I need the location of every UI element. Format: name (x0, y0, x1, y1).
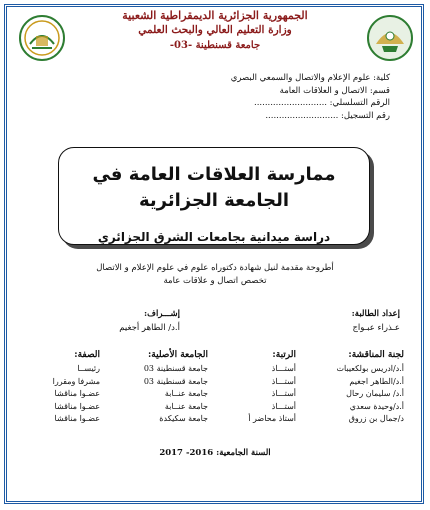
jury-member-name: د/جمال بن زروق (348, 414, 404, 423)
table-row (16, 388, 408, 401)
jury-member-role: مشرفا ومقررا (52, 376, 100, 386)
student-name: عـذراء عبـواج (352, 323, 400, 333)
table-row (16, 401, 408, 414)
jury-member-rank: أستـــاذ (271, 364, 296, 373)
jury-header-row (16, 350, 408, 363)
university-name: جامعة قسنطينة -03- (169, 40, 261, 51)
jury-member-rank: أستـــاذ (271, 376, 296, 386)
institution-header (70, 8, 360, 53)
jury-member-rank: أستاذ محاضر أ (248, 414, 296, 423)
university-logo-right (366, 14, 414, 62)
jury-header-university: الجامعة الأصلية: (147, 350, 208, 360)
jury-member-university: جامعة عنــابة (164, 401, 208, 411)
jury-member-university: جامعة سكيكدة (159, 414, 208, 423)
degree-line: أطروحة مقدمة لنيل شهادة دكتوراه علوم في علوم الإعلام و الاتصال (96, 263, 334, 273)
supervisor-block (60, 308, 180, 335)
jury-member-name: أ.د/الطاهر اجغيم (349, 376, 404, 386)
jury-member-university: جامعة قسنطينة 03 (143, 376, 208, 386)
jury-member-role: عضـوا مناقشا (54, 401, 100, 411)
thesis-title-box (58, 147, 370, 245)
department-line: قسم: الاتصال و العلاقات العامة (279, 85, 390, 96)
registration-number-dots: ........................... (265, 110, 339, 121)
jury-header-role: الصفة: (74, 350, 100, 360)
supervisor-name: أ.د/ الطاهر أجغيم (119, 323, 180, 333)
faculty-info (30, 72, 390, 122)
jury-table (16, 350, 408, 426)
serial-number-dots: ........................... (254, 98, 327, 108)
jury-member-name: أ.د/وحيدة سعدي (349, 401, 404, 411)
student-block (280, 308, 400, 335)
table-row (16, 363, 408, 376)
specialty-line: تخصص اتصال و علاقات عامة (163, 276, 267, 286)
supervisor-label: إشـــراف: (144, 309, 180, 319)
college-line: كلية: علوم الإعلام والاتصال والسمعي البصري (230, 73, 390, 83)
jury-member-rank: أستـــاذ (271, 401, 296, 411)
header (0, 8, 430, 60)
jury-header-committee: لجنة المناقشة: (348, 350, 404, 360)
table-row (16, 376, 408, 389)
author-supervisor (30, 308, 400, 336)
registration-number-label: رقم التسجيل: (341, 110, 390, 121)
registration-number-line (30, 110, 390, 123)
jury-member-role: رئيســا (77, 364, 100, 373)
jury-header-rank: الرتبة: (272, 350, 296, 360)
thesis-subtitle: دراسة ميدانية بجامعات الشرق الجزائري (97, 230, 331, 244)
student-label: إعداد الطالبة: (351, 309, 400, 319)
university-logo-left (18, 14, 66, 62)
serial-number-label: الرقم التسلسلي: (329, 98, 390, 108)
jury-member-rank: أستـــاذ (271, 389, 296, 398)
jury-member-role: عضـوا مناقشا (54, 389, 100, 398)
jury-member-name: أ.د/ادريس بولكعيبات (336, 364, 404, 373)
ministry-name: وزارة التعليم العالي والبحث العلمي (138, 24, 292, 36)
serial-number-line (30, 97, 390, 110)
jury-member-name: أ.د/ سليمان رحال (346, 389, 404, 398)
academic-year: السنة الجامعية: 2016- 2017 (159, 448, 271, 458)
thesis-title: ممارسة العلاقات العامة في الجامعة الجزائرية (92, 164, 336, 211)
thesis-description (60, 262, 370, 288)
jury-member-university: جامعة قسنطينة 03 (143, 364, 208, 373)
republic-name: الجمهورية الجزائرية الديمقراطية الشعبية (122, 9, 308, 22)
table-row (16, 413, 408, 426)
jury-member-university: جامعة عنــابة (164, 389, 208, 398)
jury-member-role: عضـوا مناقشا (54, 414, 100, 423)
